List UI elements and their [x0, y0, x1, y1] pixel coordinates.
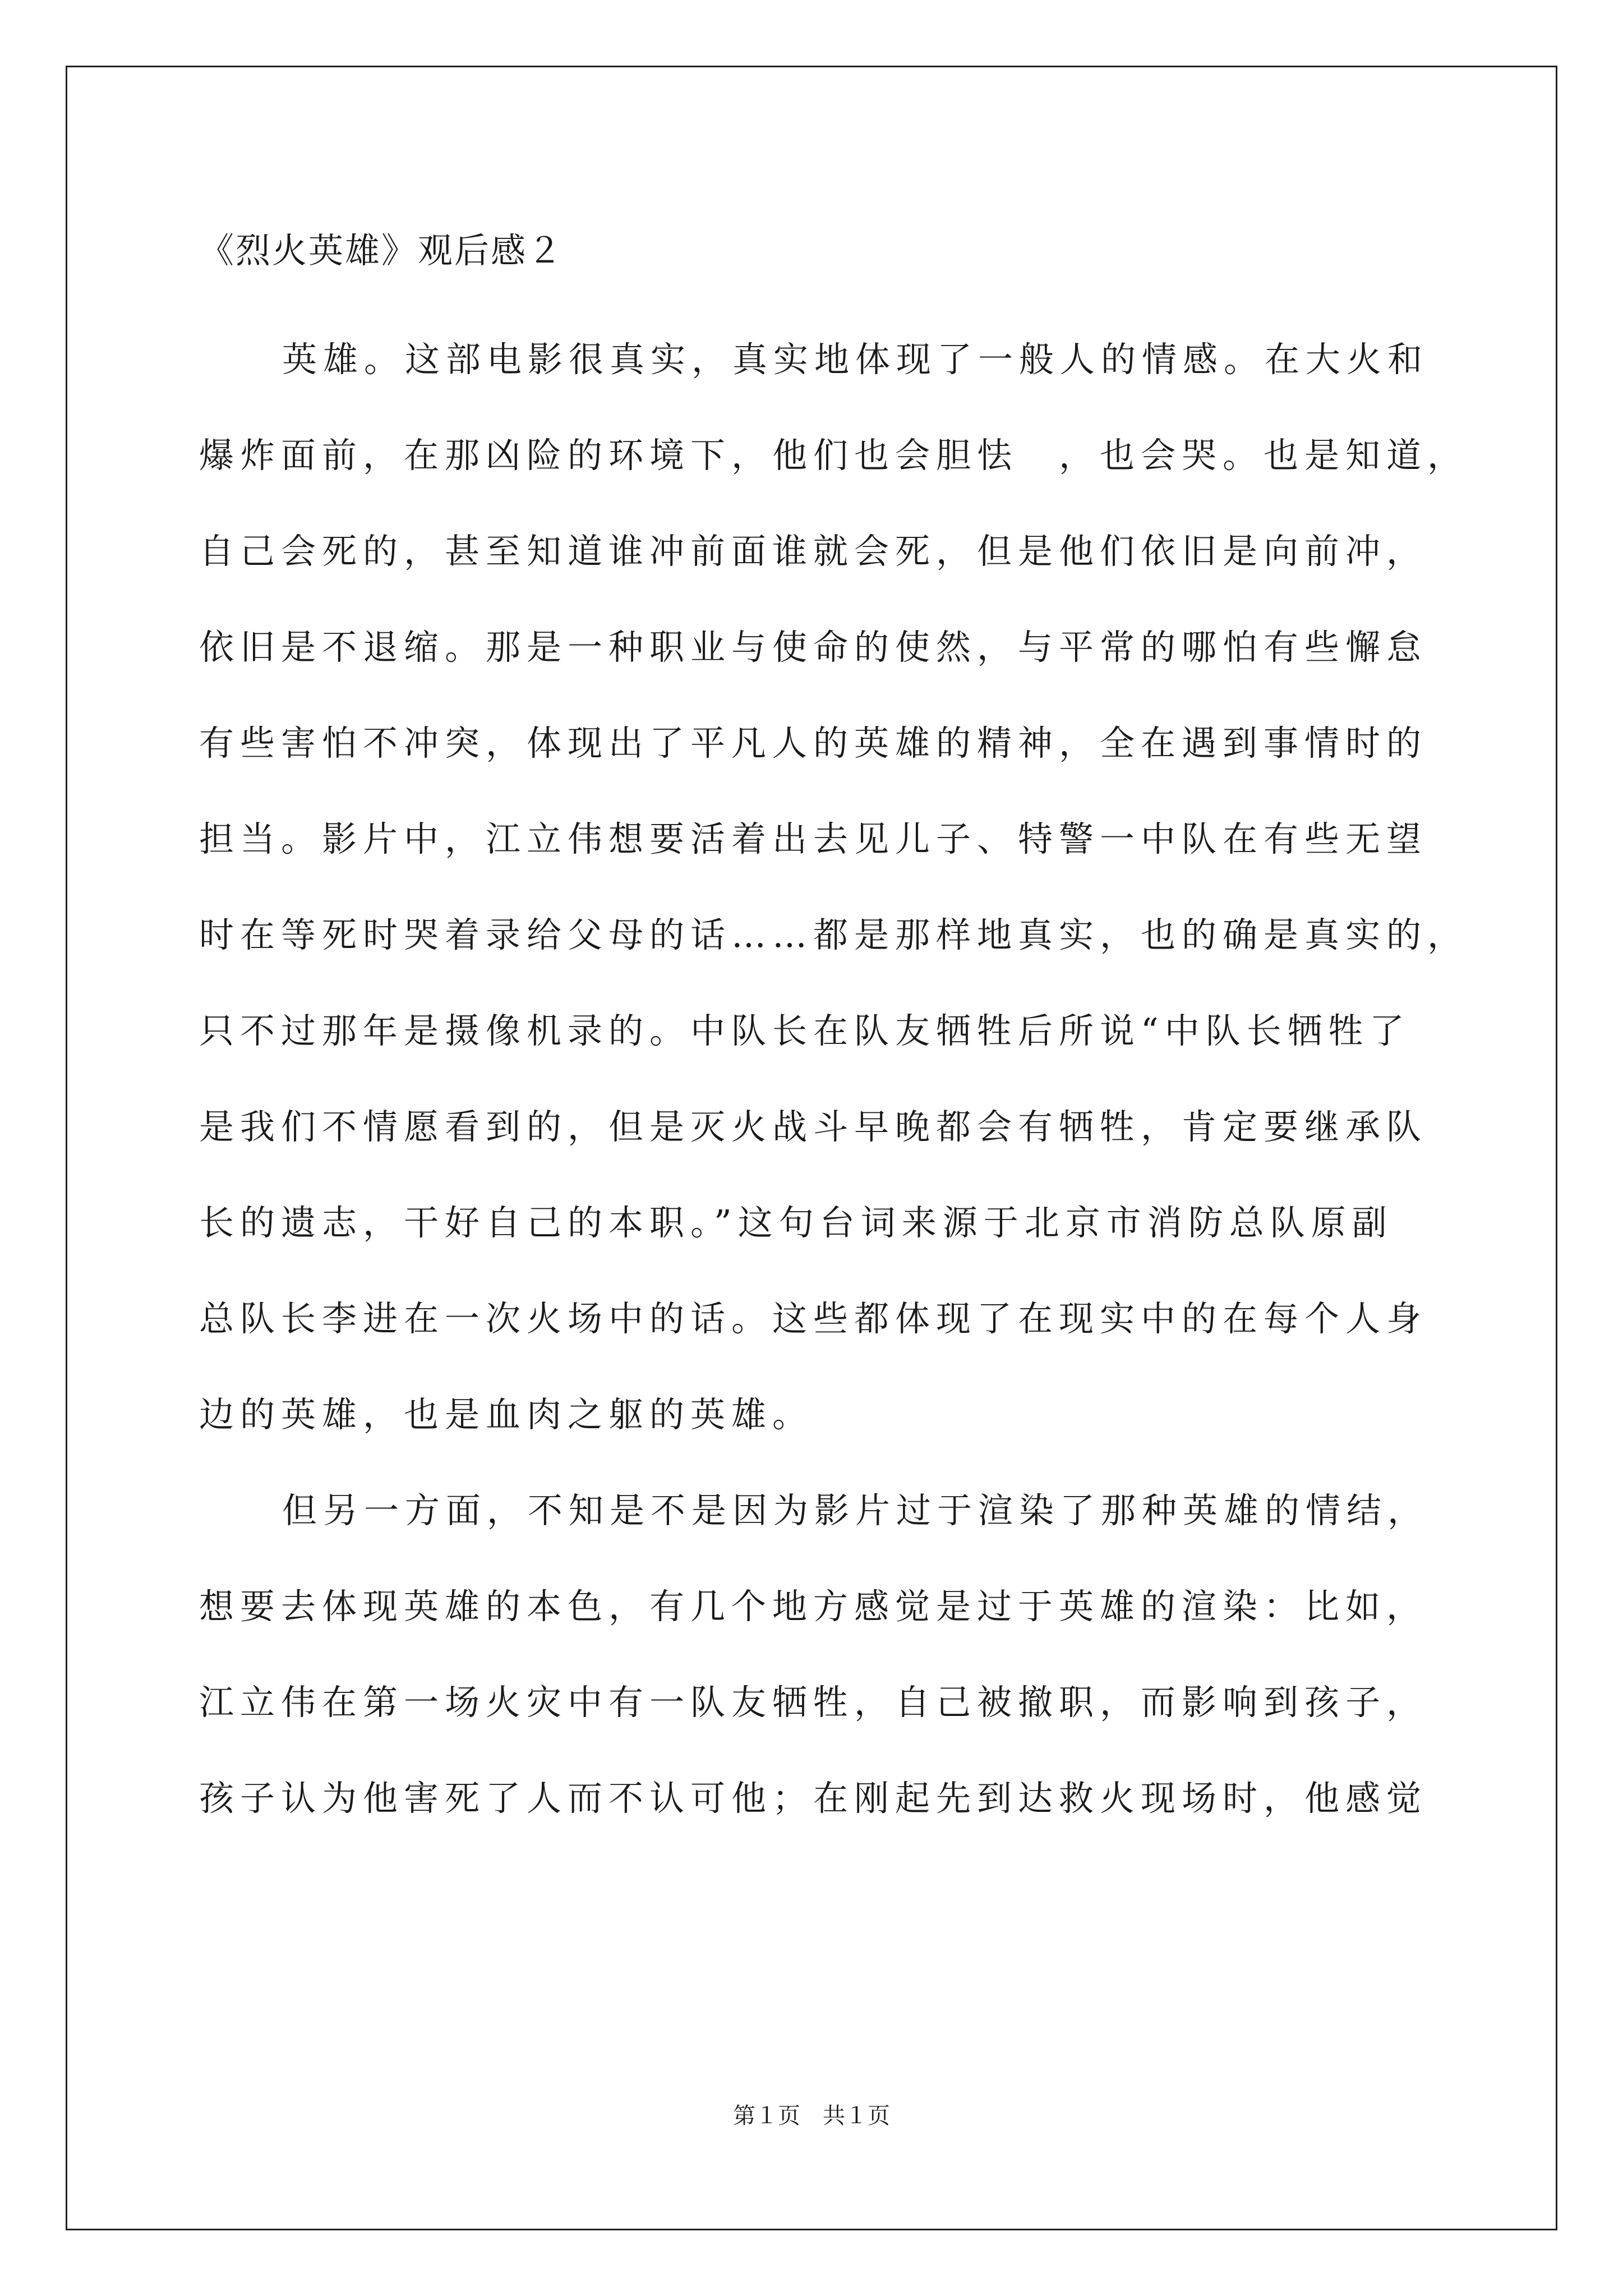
- text-line: 依旧是不退缩。那是一种职业与使命的使然，与平常的哪怕有些懈怠: [199, 627, 1428, 668]
- text-line: 边的英雄，也是血肉之躯的英雄。: [199, 1394, 814, 1435]
- text-line: 自己会死的，甚至知道谁冲前面谁就会死，但是他们依旧是向前冲，: [199, 531, 1428, 572]
- text-line: 孩子认为他害死了人而不认可他；在刚起先到达救火现场时，他感觉: [199, 1778, 1428, 1819]
- text-line: 长的遗志，干好自己的本职。”这句台词来源于北京市消防总队原副: [199, 1202, 1393, 1243]
- document-body: [199, 311, 1469, 1846]
- text-line: 爆炸面前，在那凶险的环境下，他们也会胆怯 ，也会哭。也是知道，: [199, 435, 1469, 476]
- text-line: 只不过那年是摄像机录的。中队长在队友牺牲后所说“中队长牺牲了: [199, 1010, 1410, 1051]
- document-title: 《烈火英雄》观后感２: [199, 230, 564, 271]
- page-number: 第１页 共１页: [733, 2103, 890, 2129]
- text-line: 担当。影片中，江立伟想要活着出去见儿子、特警一中队在有些无望: [199, 818, 1428, 859]
- text-line: 想要去体现英雄的本色，有几个地方感觉是过于英雄的渲染：比如，: [199, 1586, 1428, 1627]
- text-line: 英雄。这部电影很真实，真实地体现了一般人的情感。在大火和: [282, 339, 1429, 380]
- text-line: 是我们不情愿看到的，但是灭火战斗早晚都会有牺牲，肯定要继承队: [199, 1106, 1428, 1147]
- text-line: 总队长李进在一次火场中的话。这些都体现了在现实中的在每个人身: [199, 1298, 1428, 1339]
- text-line: 有些害怕不冲突，体现出了平凡人的英雄的精神，全在遇到事情时的: [199, 723, 1428, 763]
- text-line: 时在等死时哭着录给父母的话……都是那样地真实，也的确是真实的，: [199, 914, 1469, 955]
- text-line: 但另一方面，不知是不是因为影片过于渲染了那种英雄的情结，: [282, 1490, 1429, 1531]
- text-line: 江立伟在第一场火灾中有一队友牺牲，自己被撤职，而影响到孩子，: [199, 1682, 1428, 1723]
